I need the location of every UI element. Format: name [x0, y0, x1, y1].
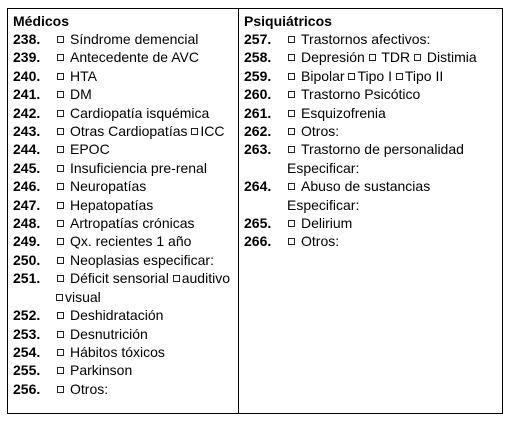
- column-divider: [238, 9, 239, 413]
- checkbox[interactable]: [288, 36, 295, 43]
- item-number: 252.: [13, 307, 41, 324]
- item-244: [13, 140, 235, 158]
- psiquiatricos-column: [244, 12, 500, 251]
- checkbox[interactable]: [414, 54, 421, 61]
- item-number: 247.: [13, 196, 41, 213]
- item-260: [244, 85, 500, 103]
- item-label: Déficit sensorial: [70, 270, 169, 287]
- item-number: 249.: [13, 233, 41, 250]
- checkbox[interactable]: [288, 73, 295, 80]
- item-251: [13, 269, 235, 306]
- checkbox[interactable]: [57, 220, 64, 227]
- item-label: Insuficiencia pre-renal: [70, 159, 207, 176]
- item-label: Otros:: [70, 380, 109, 397]
- checkbox[interactable]: [396, 73, 403, 80]
- item-label: Otros:: [301, 233, 340, 250]
- item-label: Neoplasias especificar:: [70, 251, 214, 268]
- checkbox[interactable]: [57, 183, 64, 190]
- item-label: Artropatías crónicas: [70, 215, 195, 232]
- item-243: [13, 122, 235, 140]
- item-option: ICC: [200, 123, 225, 140]
- item-number: 259.: [244, 67, 272, 84]
- item-label: Hepatopatías: [70, 196, 154, 213]
- item-252: [13, 306, 235, 324]
- item-number: 241.: [13, 86, 41, 103]
- item-label: Depresión: [301, 49, 365, 66]
- checkbox[interactable]: [288, 220, 295, 227]
- psiquiatricos-heading: Psiquiátricos: [244, 13, 332, 29]
- checkbox[interactable]: [57, 275, 64, 282]
- item-label: Cardiopatía isquémica: [70, 104, 210, 121]
- checkbox[interactable]: [288, 128, 295, 135]
- item-label: Hábitos tóxicos: [70, 343, 165, 360]
- checkbox[interactable]: [288, 146, 295, 153]
- item-number: 254.: [13, 343, 41, 360]
- item-262: [244, 122, 500, 140]
- item-247: [13, 196, 235, 214]
- item-number: 246.: [13, 178, 41, 195]
- item-specify-label: Especificar:: [287, 196, 360, 213]
- checkbox[interactable]: [57, 128, 64, 135]
- checkbox[interactable]: [57, 349, 64, 356]
- item-number: 265.: [244, 215, 272, 232]
- checkbox[interactable]: [57, 367, 64, 374]
- item-label: DM: [70, 86, 92, 103]
- item-number: 239.: [13, 49, 41, 66]
- item-250: [13, 251, 235, 269]
- item-266: [244, 232, 500, 250]
- item-239: [13, 48, 235, 66]
- medicos-column: [13, 12, 235, 398]
- checkbox[interactable]: [173, 275, 180, 282]
- item-256: [13, 380, 235, 398]
- item-number: 264.: [244, 178, 272, 195]
- checkbox[interactable]: [57, 91, 64, 98]
- item-option: Tipo I: [357, 67, 392, 84]
- item-number: 266.: [244, 233, 272, 250]
- checkbox[interactable]: [288, 183, 295, 190]
- checkbox[interactable]: [57, 312, 64, 319]
- checkbox[interactable]: [348, 73, 355, 80]
- checkbox[interactable]: [57, 36, 64, 43]
- checkbox[interactable]: [369, 54, 376, 61]
- item-label: Delirium: [301, 215, 353, 232]
- item-number: 240.: [13, 67, 41, 84]
- item-label: Otros:: [301, 123, 340, 140]
- item-option: visual: [65, 288, 101, 305]
- checkbox[interactable]: [288, 91, 295, 98]
- item-label: Antecedente de AVC: [70, 49, 199, 66]
- item-label: Abuso de sustancias: [301, 178, 431, 195]
- item-number: 262.: [244, 123, 272, 140]
- checkbox[interactable]: [57, 54, 64, 61]
- medicos-heading: Médicos: [13, 13, 70, 29]
- item-label: Trastorno de personalidad: [301, 141, 464, 158]
- checkbox[interactable]: [288, 54, 295, 61]
- item-242: [13, 104, 235, 122]
- checkbox[interactable]: [57, 238, 64, 245]
- item-255: [13, 361, 235, 379]
- item-number: 251.: [13, 270, 41, 287]
- item-261: [244, 104, 500, 122]
- item-label: HTA: [70, 67, 97, 84]
- item-248: [13, 214, 235, 232]
- checkbox[interactable]: [57, 146, 64, 153]
- checkbox[interactable]: [57, 165, 64, 172]
- item-label: Bipolar: [301, 67, 345, 84]
- item-257: [244, 30, 500, 48]
- item-label: Parkinson: [70, 362, 133, 379]
- item-number: 244.: [13, 141, 41, 158]
- checkbox[interactable]: [57, 386, 64, 393]
- item-specify-label: Especificar:: [287, 159, 360, 176]
- item-option: Tipo II: [404, 67, 444, 84]
- item-number: 253.: [13, 325, 41, 342]
- item-number: 255.: [13, 362, 41, 379]
- item-option: TDR: [381, 49, 411, 66]
- item-253: [13, 325, 235, 343]
- checkbox[interactable]: [191, 128, 198, 135]
- item-label: Qx. recientes 1 año: [70, 233, 192, 250]
- item-label: Esquizofrenia: [301, 104, 386, 121]
- item-number: 261.: [244, 104, 272, 121]
- item-245: [13, 159, 235, 177]
- item-label: Neuropatías: [70, 178, 147, 195]
- item-number: 245.: [13, 159, 41, 176]
- checkbox[interactable]: [57, 73, 64, 80]
- item-number: 242.: [13, 104, 41, 121]
- checkbox[interactable]: [56, 294, 63, 301]
- item-number: 250.: [13, 251, 41, 268]
- item-number: 256.: [13, 380, 41, 397]
- item-number: 263.: [244, 141, 272, 158]
- item-238: [13, 30, 235, 48]
- comorbidities-table: [7, 8, 503, 414]
- item-option: auditivo: [181, 270, 230, 287]
- item-option: Distimia: [426, 49, 477, 66]
- item-240: [13, 67, 235, 85]
- item-254: [13, 343, 235, 361]
- item-number: 257.: [244, 31, 272, 47]
- item-249: [13, 232, 235, 250]
- item-number: 260.: [244, 86, 272, 103]
- item-263: [244, 140, 500, 177]
- item-label: Trastorno Psicótico: [301, 86, 421, 103]
- item-label: Otras Cardiopatías: [70, 123, 188, 140]
- item-label: Deshidratación: [70, 307, 164, 324]
- checkbox[interactable]: [57, 202, 64, 209]
- item-258: [244, 48, 500, 66]
- item-number: 248.: [13, 215, 41, 232]
- item-label: Desnutrición: [70, 325, 148, 342]
- item-241: [13, 85, 235, 103]
- item-number: 238.: [13, 31, 41, 47]
- item-label: Síndrome demencial: [70, 31, 199, 47]
- checkbox[interactable]: [57, 110, 64, 117]
- checkbox[interactable]: [288, 238, 295, 245]
- item-265: [244, 214, 500, 232]
- item-number: 243.: [13, 123, 41, 140]
- checkbox[interactable]: [57, 331, 64, 338]
- checkbox[interactable]: [288, 110, 295, 117]
- checkbox[interactable]: [57, 257, 64, 264]
- item-number: 258.: [244, 49, 272, 66]
- item-259: [244, 67, 500, 85]
- item-label: EPOC: [70, 141, 110, 158]
- item-246: [13, 177, 235, 195]
- item-label: Trastornos afectivos:: [301, 31, 431, 47]
- item-264: [244, 177, 500, 214]
